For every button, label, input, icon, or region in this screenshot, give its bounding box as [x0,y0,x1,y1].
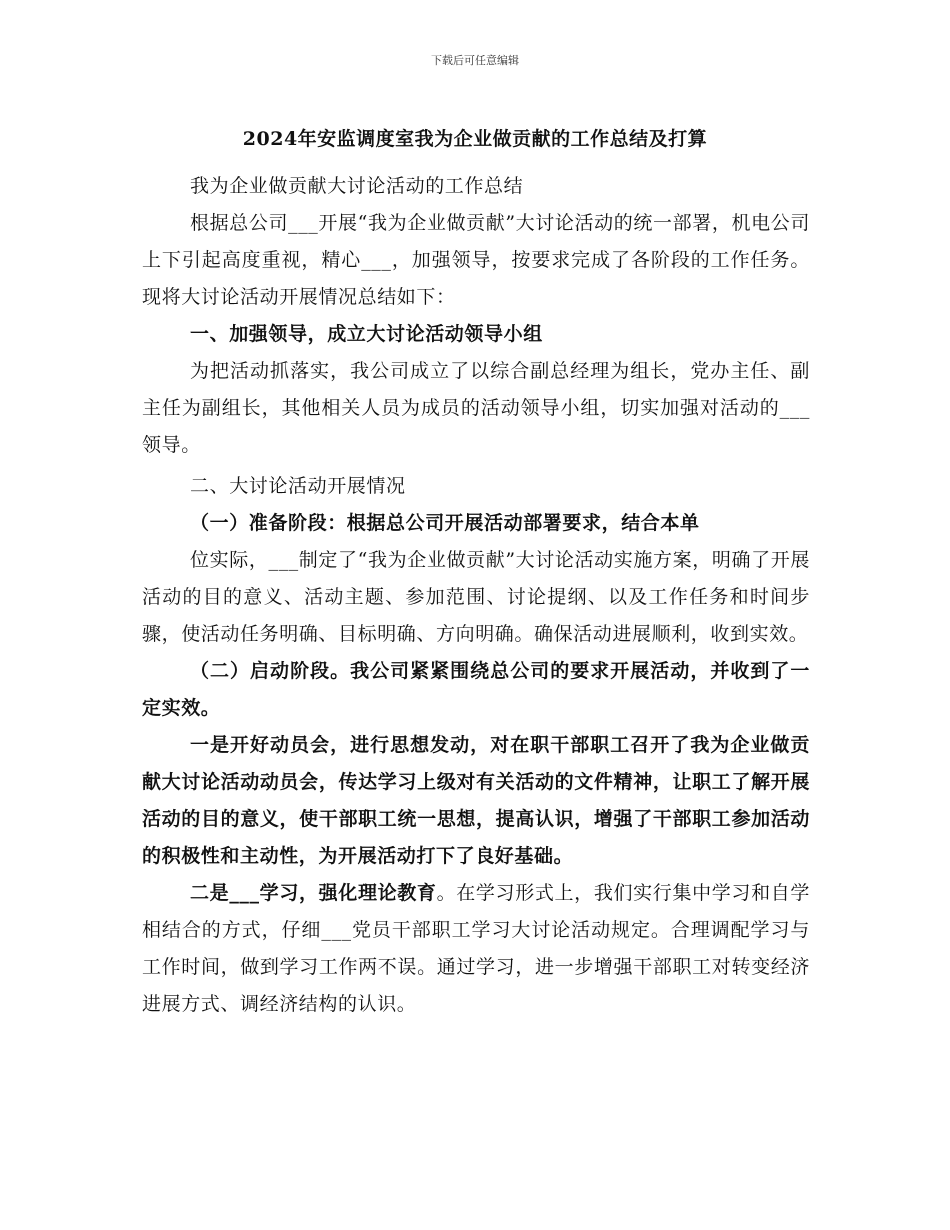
subsection-heading-2: （二）启动阶段。我公司紧紧围绕总公司的要求开展活动，并收到了一定实效。 [142,660,810,719]
intro-paragraph: 根据总公司___开展“我为企业做贡献”大讨论活动的统一部署，机电公司上下引起高度重视，精心___，加强领导，按要求完成了各阶段的工作任务。现将大讨论活动开展情况总结如下： [142,212,810,308]
item-2-bold-lead: 二是___学习，强化理论教育 [190,882,437,904]
subtitle-paragraph: 我为企业做贡献大讨论活动的工作总结 [190,175,524,197]
document-body [142,168,810,1023]
item-1-paragraph: 一是开好动员会，进行思想发动，对在职干部职工召开了我为企业做贡献大讨论活动动员会，传达学习上级对有关活动的文件精神，让职工了解开展活动的目的意义，使干部职工统一思想，提高认识，增强了干部职工参加活动的积极性和主动性，为开展活动打下了良好基础。 [142,734,810,867]
section-heading-1: 一、加强领导，成立大讨论活动领导小组 [190,323,543,345]
subsection-1-paragraph: 位实际，___制定了“我为企业做贡献”大讨论活动实施方案，明确了开展活动的目的意义、活动主题、参加范围、讨论提纲、以及工作任务和时间步骤，使活动任务明确、目标明确、方向明确。确保活动进展顺利，收到实效。 [142,549,810,645]
subsection-heading-1: （一）准备阶段：根据总公司开展活动部署要求，结合本单 [190,512,700,534]
item-2-body: 。在学习形式上，我们实行集中学习和自学相结合的方式，仔细___党员干部职工学习大讨论活动规定。合理调配学习与工作时间，做到学习工作两不误。通过学习，进一步增强干部职工对转变经济进展方式、调经济结构的认识。 [142,882,810,1015]
document-title: 2024年安监调度室我为企业做贡献的工作总结及打算 [242,128,708,150]
item-2-paragraph [142,875,810,1023]
section-heading-2: 二、大讨论活动开展情况 [190,475,406,497]
page-header: 下载后可任意编辑 [431,54,519,67]
section-1-paragraph: 为把活动抓落实，我公司成立了以综合副总经理为组长，党办主任、副主任为副组长，其他相关人员为成员的活动领导小组，切实加强对活动的___领导。 [142,360,810,456]
